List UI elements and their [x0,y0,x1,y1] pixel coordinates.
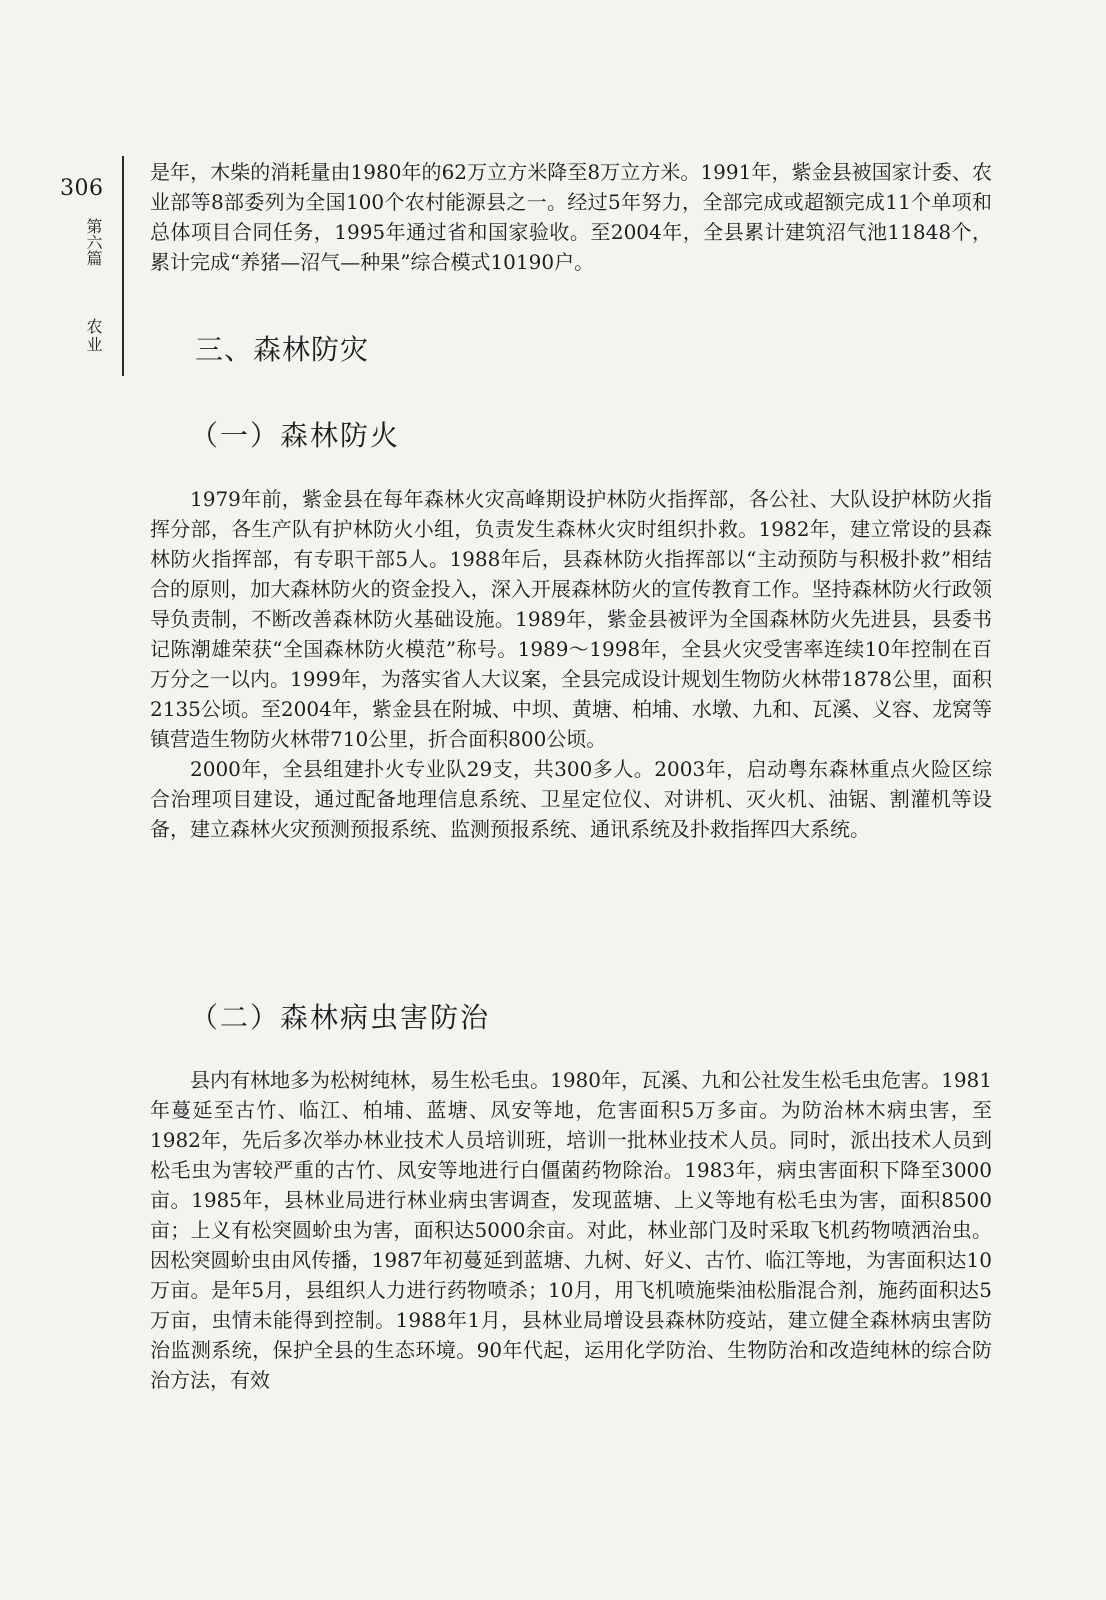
chapter-label: 第六篇 [84,218,103,266]
chapter-name-label: 农业 [84,318,103,354]
intro-block [150,157,992,277]
page-number: 306 [60,176,104,201]
pest-control-body [150,1065,992,1395]
body-paragraph: 2000年，全县组建扑火专业队29支，共300多人。2003年，启动粤东森林重点火险区综合治理项目建设，通过配备地理信息系统、卫星定位仪、对讲机、灭火机、油锯、割灌机等设备，建立森林火灾预测预报系统、监测预报系统、通讯系统及扑救指挥四大系统。 [150,757,992,841]
margin-rule [122,156,124,376]
intro-paragraph: 是年，木柴的消耗量由1980年的62万立方米降至8万立方米。1991年，紫金县被国家计委、农业部等8部委列为全国100个农村能源县之一。经过5年努力，全部完成或超额完成11个单项和总体项目合同任务，1995年通过省和国家验收。至2004年，全县累计建筑沼气池11848个，累计完成“养猪—沼气—种果”综合模式10190户。 [150,160,992,274]
subsection-title-pest-control: （二）森林病虫害防治 [190,1001,491,1034]
body-paragraph: 1979年前，紫金县在每年森林火灾高峰期设护林防火指挥部，各公社、大队设护林防火指挥分部，各生产队有护林防火小组，负责发生森林火灾时组织扑救。1982年，建立常设的县森林防火指挥部，有专职干部5人。1988年后，县森林防火指挥部以“主动预防与积极扑救”相结合的原则，加大森林防火的资金投入，深入开展森林防火的宣传教育工作。坚持森林防火行政领导负责制，不断改善森林防火基础设施。1989年，紫金县被评为全国森林防火先进县，县委书记陈潮雄荣获“全国森林防火模范”称号。1989～1998年，全县火灾受害率连续10年控制在百万分之一以内。1999年，为落实省人大议案，全县完成设计规划生物防火林带1878公里，面积2135公顷。至2004年，紫金县在附城、中坝、黄塘、柏埔、水墩、九和、瓦溪、义容、龙窝等镇营造生物防火林带710公里，折合面积800公顷。 [150,487,992,751]
fire-prevention-body [150,484,992,844]
subsection-title-fire-prevention: （一）森林防火 [190,419,401,452]
section-title: 三、森林防灾 [195,333,370,366]
body-paragraph: 县内有林地多为松树纯林，易生松毛虫。1980年，瓦溪、九和公社发生松毛虫危害。1981年蔓延至古竹、临江、柏埔、蓝塘、凤安等地，危害面积5万多亩。为防治林木病虫害，至1982年，先后多次举办林业技术人员培训班，培训一批林业技术人员。同时，派出技术人员到松毛虫为害较严重的古竹、凤安等地进行白僵菌药物除治。1983年，病虫害面积下降至3000亩。1985年，县林业局进行林业病虫害调查，发现蓝塘、上义等地有松毛虫为害，面积8500亩；上义有松突圆蚧虫为害，面积达5000余亩。对此，林业部门及时采取飞机药物喷洒治虫。因松突圆蚧虫由风传播，1987年初蔓延到蓝塘、九树、好义、古竹、临江等地，为害面积达10万亩。是年5月，县组织人力进行药物喷杀；10月，用飞机喷施柴油松脂混合剂，施药面积达5万亩，虫情未能得到控制。1988年1月，县林业局增设县森林防疫站，建立健全森林病虫害防治监测系统，保护全县的生态环境。90年代起，运用化学防治、生物防治和改造纯林的综合防治方法，有效 [150,1068,992,1392]
